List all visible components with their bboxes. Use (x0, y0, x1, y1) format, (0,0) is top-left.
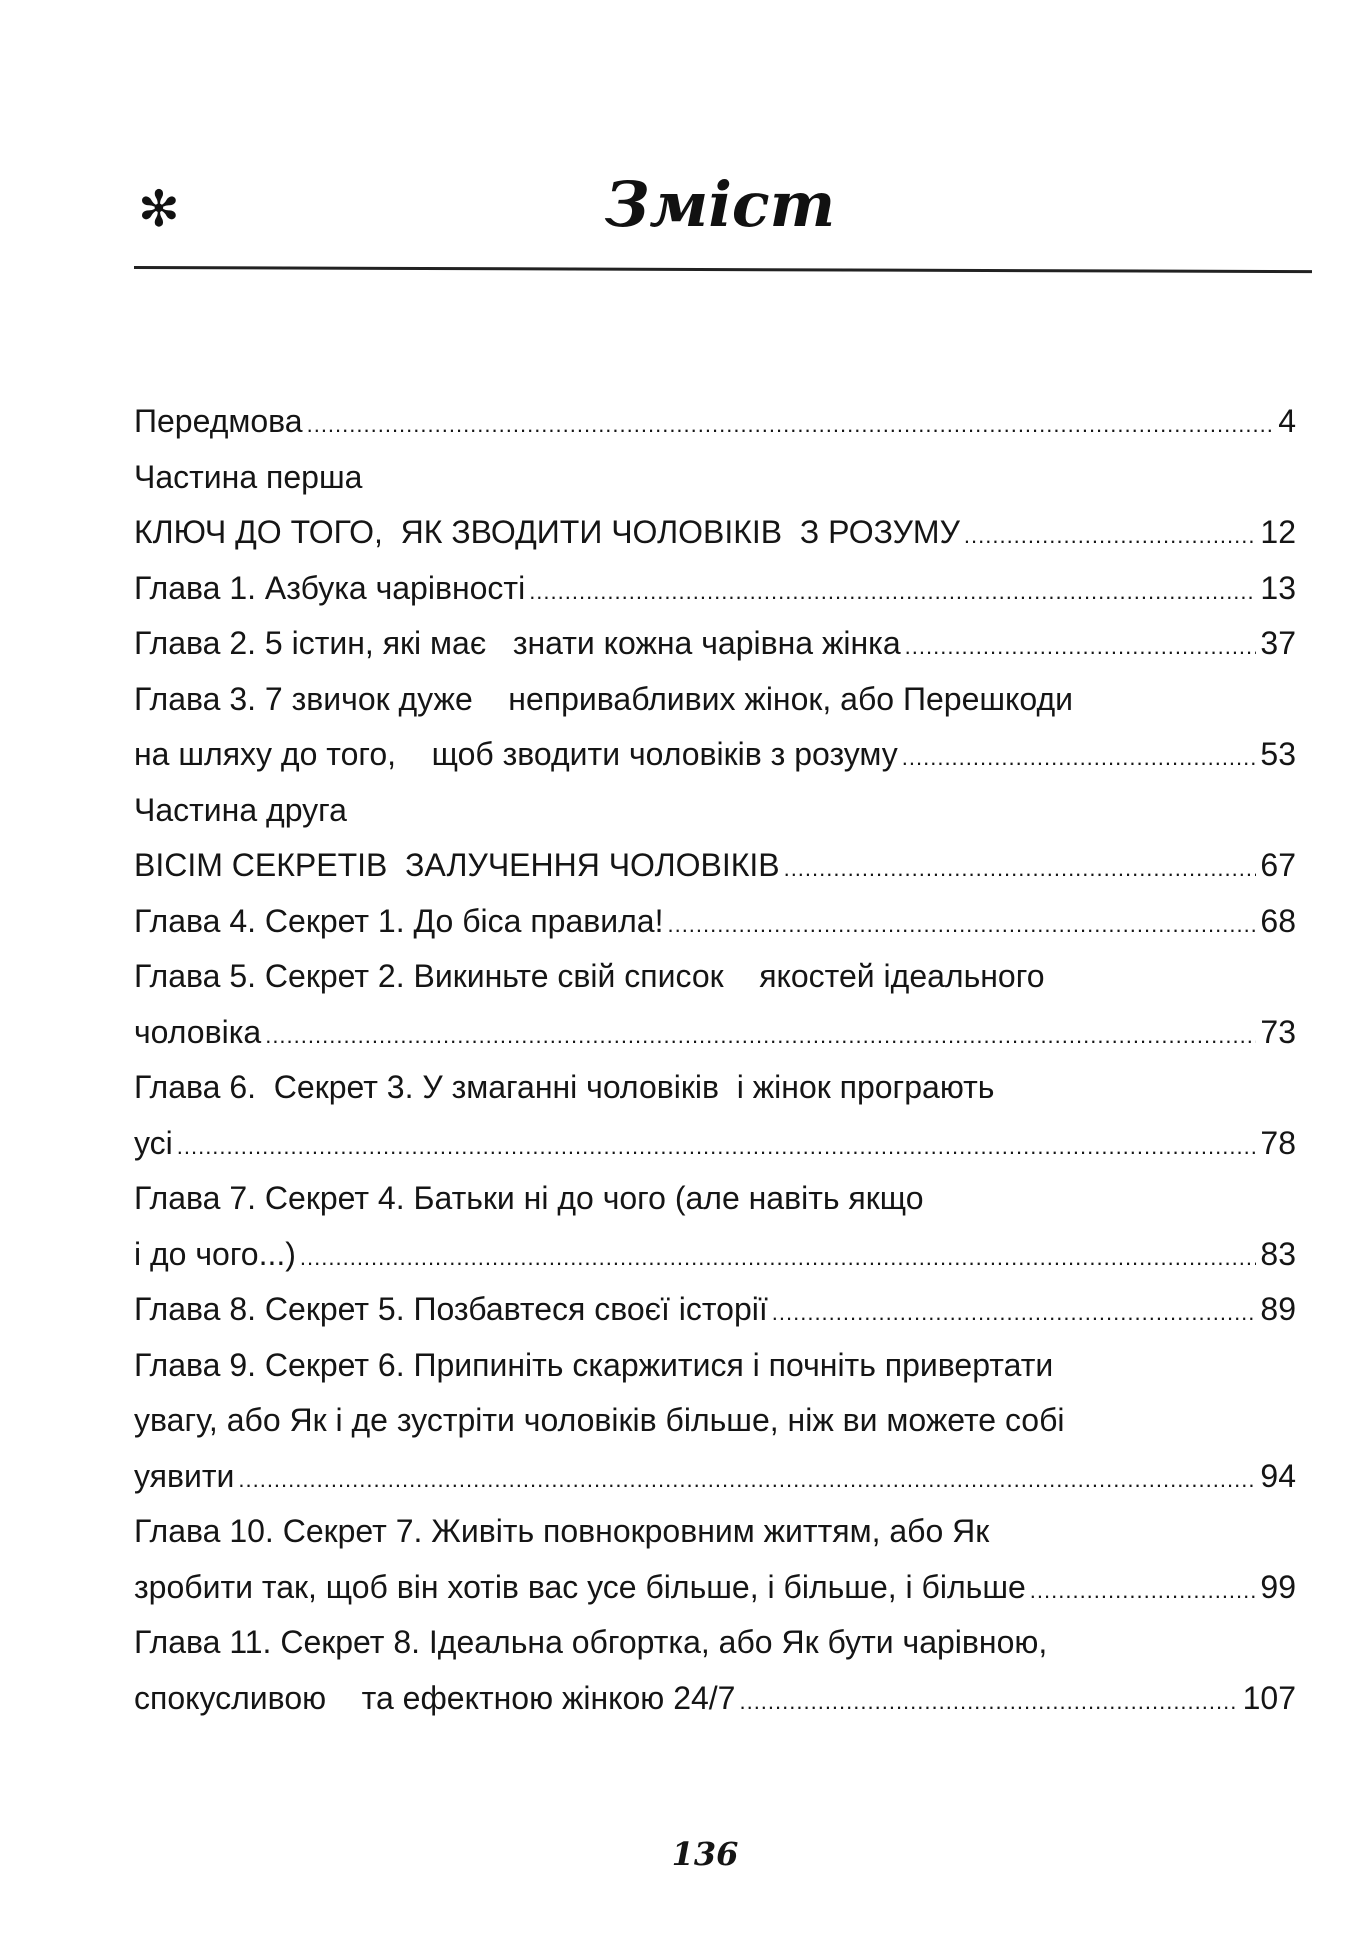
toc-entry-line (134, 672, 1296, 728)
toc-entry-text: КЛЮЧ ДО ТОГО, ЯК ЗВОДИТИ ЧОЛОВІКІВ З РОЗУМУ (134, 514, 960, 550)
table-of-contents (134, 394, 1296, 1726)
toc-page-number: 12 (1260, 514, 1296, 550)
toc-entry-text: Глава 5. Секрет 2. Викиньте свій список якостей ідеального (134, 958, 1045, 994)
toc-entry[interactable] (134, 1504, 1296, 1615)
toc-entry-text: Глава 1. Азбука чарівності (134, 569, 526, 606)
toc-entry[interactable] (134, 505, 1296, 561)
toc-entry-text: Глава 3. 7 звичок дуже непривабливих жінок, або Перешкоди (134, 680, 1074, 717)
toc-entry-text: Глава 7. Секрет 4. Батьки ні до чого (але навіть якщо (134, 1180, 924, 1216)
toc-entry[interactable] (134, 616, 1296, 672)
toc-entry-text: на шляху до того, щоб зводити чоловіків з розуму (134, 736, 898, 772)
toc-page-number: 67 (1260, 847, 1296, 883)
toc-entry-line (134, 1671, 1296, 1727)
toc-entry[interactable] (134, 672, 1296, 783)
toc-page-number: 89 (1260, 1291, 1296, 1327)
toc-entry-text: Глава 11. Секрет 8. Ідеальна обгортка, або Як бути чарівною, (134, 1624, 1048, 1660)
page-number: 136 (671, 1835, 739, 1873)
dot-leader (902, 730, 1257, 786)
toc-entry-line (134, 1227, 1296, 1283)
dot-leader (300, 1230, 1256, 1286)
toc-entry-line (134, 1116, 1296, 1172)
dot-leader (964, 508, 1257, 564)
ornament-icon: ✻ (138, 180, 180, 238)
toc-entry-line (134, 616, 1296, 672)
dot-leader (177, 1119, 1257, 1175)
toc-entry-line (134, 394, 1296, 450)
toc-entry-line (134, 1449, 1296, 1505)
toc-entry-text: уявити (134, 1457, 235, 1494)
dot-leader (739, 1674, 1238, 1730)
dot-leader (905, 619, 1257, 675)
toc-page-number: 94 (1260, 1457, 1296, 1494)
toc-page-number: 73 (1260, 1013, 1296, 1050)
toc-entry-text: Глава 6. Секрет 3. У змаганні чоловіків і жінок програють (134, 1069, 995, 1105)
toc-entry-line (134, 727, 1296, 783)
toc-page-number: 4 (1278, 403, 1296, 439)
toc-entry[interactable] (134, 1060, 1296, 1171)
toc-page-number: 37 (1260, 625, 1296, 661)
toc-entry[interactable] (134, 1282, 1296, 1338)
toc-entry[interactable] (134, 561, 1296, 617)
toc-entry[interactable] (134, 1171, 1296, 1282)
toc-entry-line (134, 894, 1296, 950)
toc-entry-text: Глава 4. Секрет 1. До біса правила! (134, 902, 664, 939)
toc-entry-text: Глава 10. Секрет 7. Живіть повнокровним життям, або Як (134, 1513, 990, 1549)
toc-entry-line (134, 1615, 1296, 1671)
toc-entry-line (134, 1393, 1296, 1449)
toc-entry-line (134, 450, 1296, 506)
toc-entry-line (134, 1005, 1296, 1061)
toc-entry-text: спокусливою та ефектною жінкою 24/7 (134, 1679, 736, 1716)
toc-page-number: 99 (1260, 1568, 1296, 1605)
toc-entry-text: Передмова (134, 403, 303, 439)
toc-entry-text: Глава 2. 5 істин, які має знати кожна чарівна жінка (134, 625, 901, 661)
toc-entry[interactable] (134, 783, 1296, 839)
toc-entry[interactable] (134, 394, 1296, 450)
toc-entry[interactable] (134, 894, 1296, 950)
dot-leader (529, 564, 1256, 620)
toc-entry-line (134, 1504, 1296, 1560)
toc-page-number: 53 (1260, 736, 1296, 772)
toc-entry-line (134, 1282, 1296, 1338)
title-divider (134, 266, 1312, 273)
toc-entry-line (134, 505, 1296, 561)
toc-entry-text: Глава 8. Секрет 5. Позбавтеся своєї історії (134, 1291, 768, 1327)
toc-page-number: 68 (1260, 902, 1296, 939)
toc-page-number: 13 (1260, 569, 1296, 606)
toc-entry-line (134, 783, 1296, 839)
toc-entry-line (134, 949, 1296, 1005)
toc-entry-text: Частина друга (134, 791, 347, 828)
dot-leader (265, 1008, 1256, 1064)
toc-entry[interactable] (134, 1338, 1296, 1505)
toc-entry-line (134, 561, 1296, 617)
toc-entry[interactable] (134, 949, 1296, 1060)
toc-entry[interactable] (134, 838, 1296, 894)
toc-entry-line (134, 1171, 1296, 1227)
toc-page-number: 107 (1242, 1679, 1296, 1716)
toc-entry-text: чоловіка (134, 1013, 262, 1050)
dot-leader (667, 897, 1256, 953)
toc-page-number: 78 (1260, 1124, 1296, 1161)
toc-entry-line (134, 1560, 1296, 1616)
dot-leader (1030, 1563, 1257, 1619)
toc-entry-text: і до чого...) (134, 1235, 296, 1272)
toc-entry-line (134, 1338, 1296, 1394)
toc-entry-text: Глава 9. Секрет 6. Припиніть скаржитися і почніть привертати (134, 1346, 1054, 1383)
dot-leader (307, 397, 1275, 453)
toc-entry-text: ВІСІМ СЕКРЕТІВ ЗАЛУЧЕННЯ ЧОЛОВІКІВ (134, 847, 780, 883)
dot-leader (784, 841, 1257, 897)
page-title: Зміст (604, 168, 836, 241)
toc-entry-line (134, 838, 1296, 894)
toc-entry[interactable] (134, 1615, 1296, 1726)
dot-leader (238, 1452, 1256, 1508)
toc-entry-text: Частина перша (134, 458, 363, 495)
toc-entry-text: увагу, або Як і де зустріти чоловіків більше, ніж ви можете собі (134, 1402, 1065, 1438)
toc-page-number: 83 (1260, 1235, 1296, 1272)
dot-leader (772, 1285, 1257, 1341)
toc-entry-text: усі (134, 1124, 173, 1161)
toc-entry[interactable] (134, 450, 1296, 506)
toc-entry-line (134, 1060, 1296, 1116)
toc-entry-text: зробити так, щоб він хотів вас усе більше, і більше, і більше (134, 1568, 1026, 1605)
